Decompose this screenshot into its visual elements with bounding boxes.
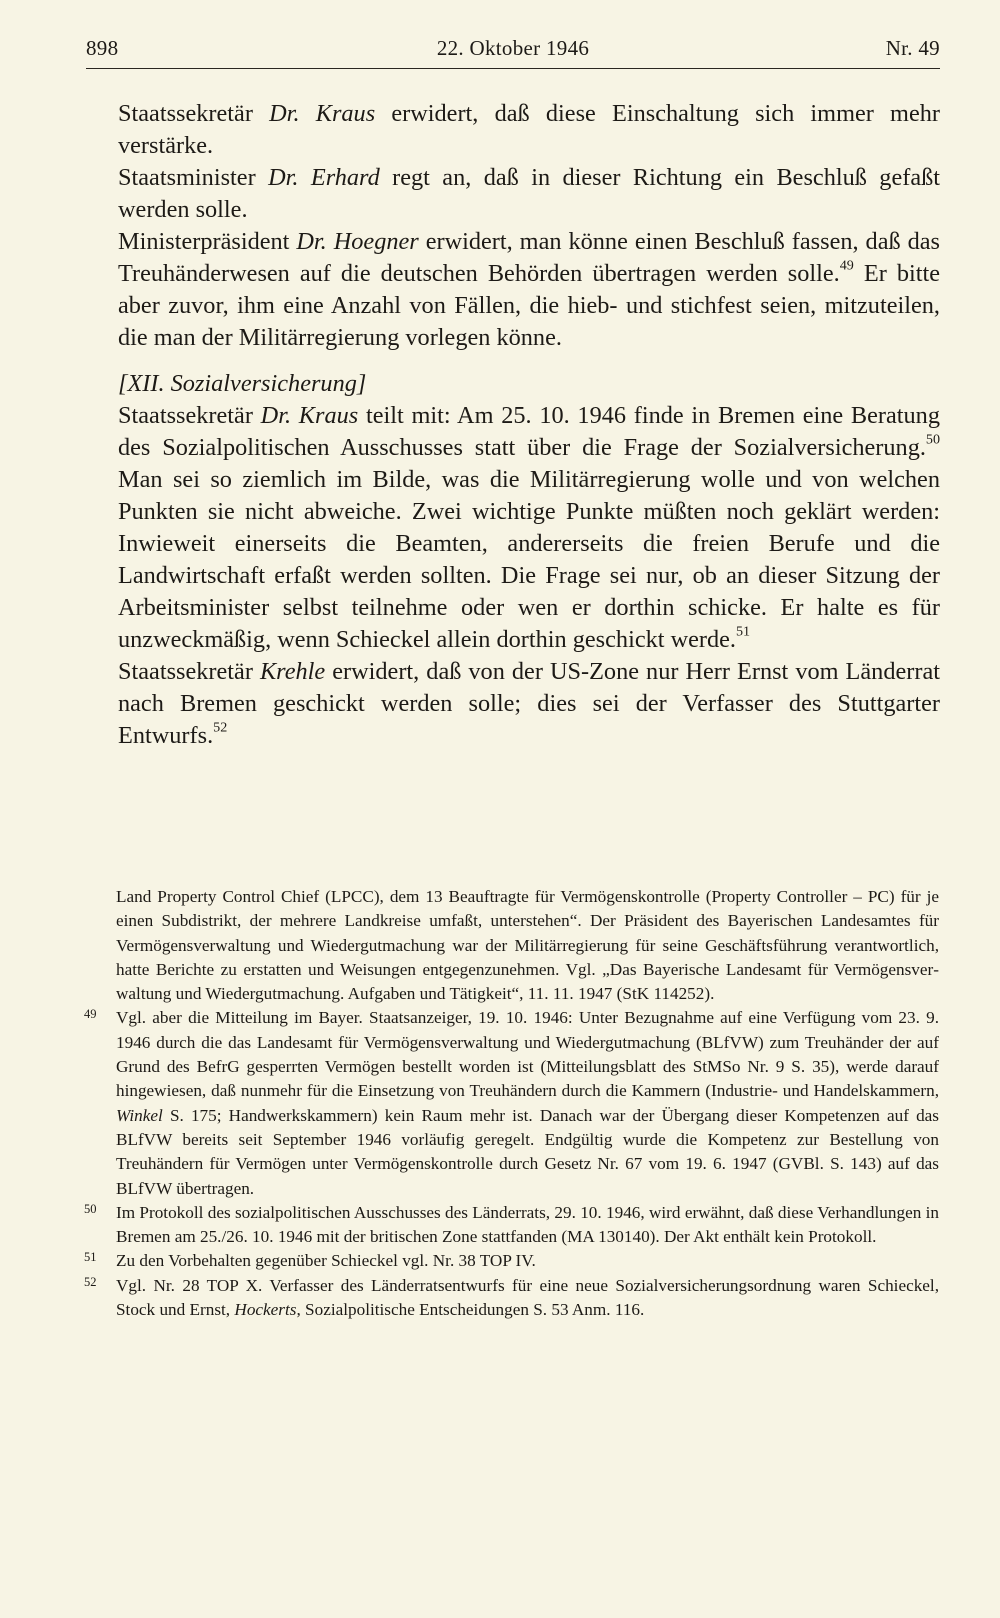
main-text xyxy=(118,98,940,752)
footnote-continuation: Land Property Control Chief (LPCC), dem 13 Beauftragte für Vermögenskontrolle (Property Controller – PC) für je einen Subdistrikt, der mehrere Landkreise umfaßt, unterstehen“. Der Präsident des Bayerischen Landesamtes für Vermögensverwaltung und Wiedergutmachung war der Militärregierung für seine Geschäftsführung verantwortlich, hatte Berichte zu erstatten und Weisungen entgegenzunehmen. Vgl. „Das Bayerische Landesamt für Vermögensverwaltung und Wiedergutmachung. Aufgaben und Tätigkeit“, 11. 11. 1947 (StK 114252). xyxy=(116,887,939,1004)
footnote-number: 52 xyxy=(84,1274,97,1289)
footnote-49: 49 Vgl. aber die Mitteilung im Bayer. Staatsanzeiger, 19. 10. 1946: Unter Bezugnahme auf eine Verfügung vom 23. 9. 1946 durch die das Landesamt für Vermögensverwaltung und Wiedergutmachung (BLfVW) zum Treuhänder der auf Grund des BefrG gesperrten Vermögen bestellt worden ist (Mitteilungsblatt des StMSo Nr. 9 S. 35), werde darauf hingewiesen, daß nunmehr für die Einsetzung von Treuhändern durch die Kammern (Industrie- und Handelskammern, Winkel S. 175; Handwerkskammern) kein Raum mehr ist. Danach war der Übergang dieser Kompetenzen auf das BLfVW bereits seit September 1946 vorläufig geregelt. Endgültig wurde die Kompetenz zur Bestellung von Treuhändern für Vermögen unter Vermögenskontrolle durch Gesetz Nr. 67 vom 19. 6. 1947 (GVBl. S. 143) auf das BLfVW übertragen. xyxy=(84,1006,939,1200)
paragraph: Ministerpräsident Dr. Hoegner erwidert, man könne einen Beschluß fassen, daß das Treuhänderwesen auf die deutschen Behörden übertragen werden solle.$^{49}$ Er bitte aber zuvor, ihm eine Anzahl von Fällen, die hieb- und stichfest seien, mitzuteilen, die man der Militärregierung vorlegen könne. xyxy=(118,228,941,351)
paragraph: Staatsminister Dr. Erhard regt an, daß in dieser Richtung ein Beschluß gefaßt werden solle. xyxy=(118,164,941,223)
running-header xyxy=(86,34,940,69)
footnote-number: 51 xyxy=(84,1250,97,1265)
footnote-ref: 52 xyxy=(213,719,228,736)
footnote-ref: 49 xyxy=(839,257,854,274)
paragraph: Staatssekretär Dr. Kraus erwidert, daß diese Einschaltung sich immer mehr verstärke. xyxy=(118,100,940,159)
footnote-number: 50 xyxy=(84,1201,97,1216)
paragraph: Staatssekretär Dr. Kraus teilt mit: Am 25. 10. 1946 finde in Bremen eine Beratung des Sozialpolitischen Ausschusses statt über die Frage der Sozialversicherung.$^{50}$ Man sei so ziemlich im Bilde, was die Militärregierung wolle und von welchen Punkten sie nicht abweiche. Zwei wichtige Punkte müßten noch geklärt werden: Inwieweit einerseits die Beamten, andererseits die freien Berufe und die Landwirtschaft erfaßt werden sollten. Die Frage sei nur, ob an dieser Sitzung der Arbeitsminister selbst teilnehme oder wen er dorthin schicke. Er halte es für unzweckmäßig, wenn Schieckel allein dorthin geschickt werde.$^{51}$ xyxy=(118,402,940,653)
paragraph: Staatssekretär Krehle erwidert, daß von der US-Zone nur Herr Ernst vom Länderrat nach Bremen geschickt werden solle; dies sei der Verfasser des Stuttgarter Entwurfs.$^{52}$ xyxy=(118,658,940,749)
footnotes xyxy=(84,885,939,1322)
header-date: 22. Oktober 1946 xyxy=(436,36,590,60)
footnote-ref: 50 xyxy=(925,431,940,448)
footnote-50: 50 Im Protokoll des sozialpolitischen Ausschusses des Länderrats, 29. 10. 1946, wird erwähnt, daß diese Verhandlungen in Bremen am 25./26. 10. 1946 mit der britischen Zone stattfanden (MA 130140). Der Akt enthält kein Protokoll. xyxy=(84,1201,939,1250)
footnote-51: 51 Zu den Vorbehalten gegenüber Schieckel vgl. Nr. 38 TOP IV. xyxy=(84,1249,939,1273)
page-number: 898 xyxy=(86,36,119,60)
section-heading: [XII. Sozialversicherung] xyxy=(118,370,367,397)
issue-number: Nr. 49 xyxy=(885,36,940,60)
footnote-ref: 51 xyxy=(736,623,751,640)
footnote-number: 49 xyxy=(84,1007,97,1022)
footnote-52: 52 Vgl. Nr. 28 TOP X. Verfasser des Länderratsentwurfs für eine neue Sozialversicherungsordnung waren Schieckel, Stock und Ernst, Hockerts, Sozialpolitische Entscheidungen S. 53 Anm. 116. xyxy=(84,1274,939,1323)
